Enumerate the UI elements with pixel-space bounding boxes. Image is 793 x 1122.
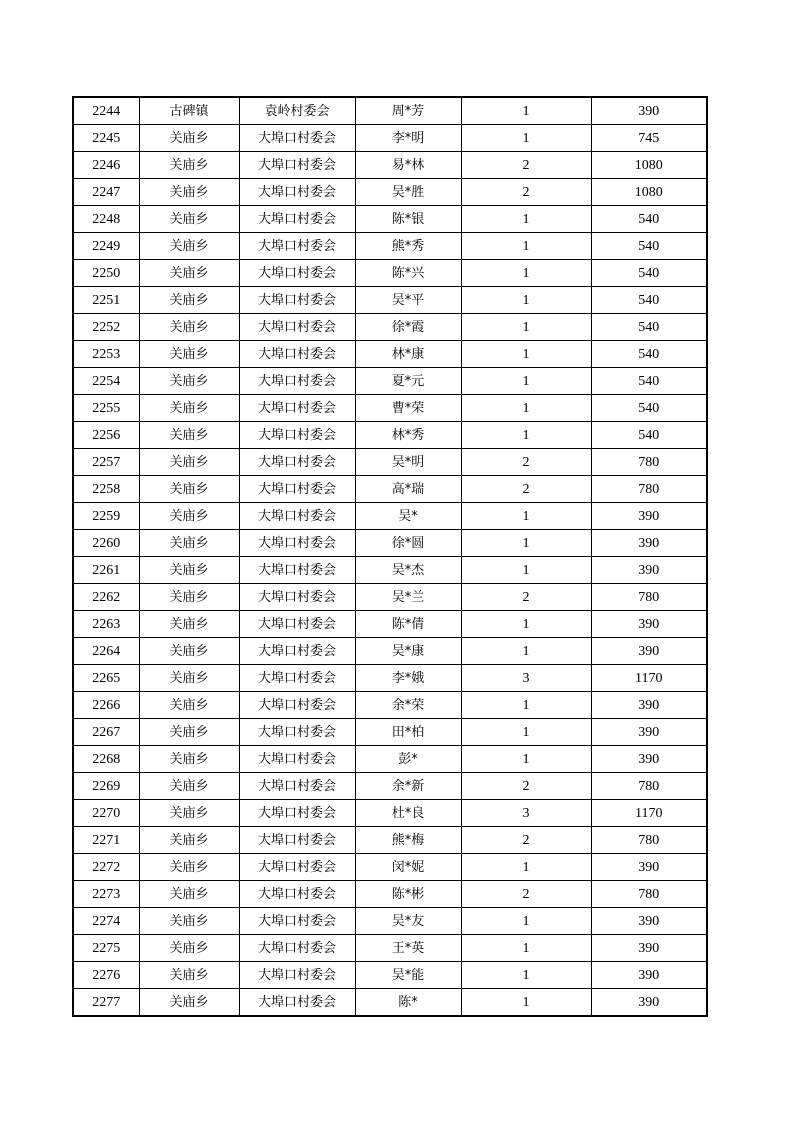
table-row xyxy=(73,503,707,530)
name-cell: 吴*平 xyxy=(355,287,461,314)
table-row xyxy=(73,989,707,1017)
amount-cell: 540 xyxy=(591,260,707,287)
township-cell: 关庙乡 xyxy=(139,827,239,854)
serial-number-cell: 2260 xyxy=(73,530,139,557)
village-committee-cell: 大埠口村委会 xyxy=(239,773,355,800)
amount-cell: 390 xyxy=(591,908,707,935)
township-cell: 关庙乡 xyxy=(139,881,239,908)
name-cell: 吴*胜 xyxy=(355,179,461,206)
amount-cell: 1170 xyxy=(591,800,707,827)
table-row xyxy=(73,422,707,449)
amount-cell: 780 xyxy=(591,476,707,503)
table-row xyxy=(73,854,707,881)
township-cell: 关庙乡 xyxy=(139,962,239,989)
name-cell: 陈*兴 xyxy=(355,260,461,287)
amount-cell: 390 xyxy=(591,935,707,962)
household-count-cell: 1 xyxy=(461,422,591,449)
serial-number-cell: 2264 xyxy=(73,638,139,665)
village-committee-cell: 大埠口村委会 xyxy=(239,827,355,854)
table-row xyxy=(73,97,707,125)
household-count-cell: 1 xyxy=(461,638,591,665)
table-row xyxy=(73,638,707,665)
amount-cell: 390 xyxy=(591,97,707,125)
amount-cell: 780 xyxy=(591,584,707,611)
village-committee-cell: 大埠口村委会 xyxy=(239,260,355,287)
village-committee-cell: 大埠口村委会 xyxy=(239,962,355,989)
amount-cell: 540 xyxy=(591,422,707,449)
amount-cell: 390 xyxy=(591,557,707,584)
serial-number-cell: 2272 xyxy=(73,854,139,881)
name-cell: 陈*银 xyxy=(355,206,461,233)
amount-cell: 540 xyxy=(591,233,707,260)
table-row xyxy=(73,260,707,287)
serial-number-cell: 2259 xyxy=(73,503,139,530)
table-row xyxy=(73,179,707,206)
table-row xyxy=(73,395,707,422)
table-row xyxy=(73,557,707,584)
household-count-cell: 1 xyxy=(461,854,591,881)
township-cell: 关庙乡 xyxy=(139,908,239,935)
township-cell: 关庙乡 xyxy=(139,746,239,773)
table-row xyxy=(73,773,707,800)
serial-number-cell: 2271 xyxy=(73,827,139,854)
name-cell: 吴*杰 xyxy=(355,557,461,584)
amount-cell: 1080 xyxy=(591,179,707,206)
amount-cell: 780 xyxy=(591,449,707,476)
amount-cell: 540 xyxy=(591,287,707,314)
table-row xyxy=(73,935,707,962)
household-count-cell: 1 xyxy=(461,503,591,530)
serial-number-cell: 2268 xyxy=(73,746,139,773)
table-row xyxy=(73,341,707,368)
serial-number-cell: 2275 xyxy=(73,935,139,962)
serial-number-cell: 2249 xyxy=(73,233,139,260)
household-count-cell: 2 xyxy=(461,827,591,854)
township-cell: 关庙乡 xyxy=(139,665,239,692)
township-cell: 关庙乡 xyxy=(139,692,239,719)
name-cell: 余*新 xyxy=(355,773,461,800)
serial-number-cell: 2253 xyxy=(73,341,139,368)
name-cell: 陈*倩 xyxy=(355,611,461,638)
subsidy-table xyxy=(72,96,708,1017)
village-committee-cell: 大埠口村委会 xyxy=(239,476,355,503)
township-cell: 关庙乡 xyxy=(139,530,239,557)
amount-cell: 390 xyxy=(591,854,707,881)
amount-cell: 390 xyxy=(591,530,707,557)
serial-number-cell: 2267 xyxy=(73,719,139,746)
name-cell: 李*娥 xyxy=(355,665,461,692)
name-cell: 李*明 xyxy=(355,125,461,152)
township-cell: 关庙乡 xyxy=(139,260,239,287)
name-cell: 周*芳 xyxy=(355,97,461,125)
amount-cell: 780 xyxy=(591,881,707,908)
name-cell: 闵*妮 xyxy=(355,854,461,881)
serial-number-cell: 2248 xyxy=(73,206,139,233)
name-cell: 熊*秀 xyxy=(355,233,461,260)
amount-cell: 390 xyxy=(591,719,707,746)
village-committee-cell: 大埠口村委会 xyxy=(239,530,355,557)
amount-cell: 390 xyxy=(591,503,707,530)
village-committee-cell: 大埠口村委会 xyxy=(239,692,355,719)
household-count-cell: 1 xyxy=(461,908,591,935)
table-row xyxy=(73,800,707,827)
table-row xyxy=(73,368,707,395)
household-count-cell: 1 xyxy=(461,287,591,314)
village-committee-cell: 大埠口村委会 xyxy=(239,854,355,881)
household-count-cell: 1 xyxy=(461,368,591,395)
amount-cell: 540 xyxy=(591,341,707,368)
household-count-cell: 1 xyxy=(461,989,591,1017)
name-cell: 徐*霞 xyxy=(355,314,461,341)
village-committee-cell: 大埠口村委会 xyxy=(239,638,355,665)
name-cell: 王*英 xyxy=(355,935,461,962)
name-cell: 陈* xyxy=(355,989,461,1017)
household-count-cell: 2 xyxy=(461,584,591,611)
serial-number-cell: 2251 xyxy=(73,287,139,314)
household-count-cell: 1 xyxy=(461,206,591,233)
serial-number-cell: 2270 xyxy=(73,800,139,827)
township-cell: 关庙乡 xyxy=(139,449,239,476)
name-cell: 吴*能 xyxy=(355,962,461,989)
household-count-cell: 1 xyxy=(461,395,591,422)
household-count-cell: 3 xyxy=(461,665,591,692)
table-body xyxy=(73,97,707,1016)
household-count-cell: 1 xyxy=(461,341,591,368)
amount-cell: 540 xyxy=(591,206,707,233)
serial-number-cell: 2274 xyxy=(73,908,139,935)
household-count-cell: 2 xyxy=(461,773,591,800)
name-cell: 田*柏 xyxy=(355,719,461,746)
household-count-cell: 1 xyxy=(461,935,591,962)
township-cell: 关庙乡 xyxy=(139,935,239,962)
village-committee-cell: 大埠口村委会 xyxy=(239,449,355,476)
village-committee-cell: 大埠口村委会 xyxy=(239,125,355,152)
township-cell: 关庙乡 xyxy=(139,611,239,638)
serial-number-cell: 2276 xyxy=(73,962,139,989)
amount-cell: 540 xyxy=(591,314,707,341)
village-committee-cell: 大埠口村委会 xyxy=(239,665,355,692)
household-count-cell: 1 xyxy=(461,692,591,719)
village-committee-cell: 大埠口村委会 xyxy=(239,179,355,206)
township-cell: 关庙乡 xyxy=(139,125,239,152)
serial-number-cell: 2256 xyxy=(73,422,139,449)
name-cell: 吴*康 xyxy=(355,638,461,665)
table-row xyxy=(73,314,707,341)
serial-number-cell: 2261 xyxy=(73,557,139,584)
serial-number-cell: 2277 xyxy=(73,989,139,1017)
township-cell: 关庙乡 xyxy=(139,503,239,530)
village-committee-cell: 大埠口村委会 xyxy=(239,287,355,314)
name-cell: 余*荣 xyxy=(355,692,461,719)
amount-cell: 780 xyxy=(591,773,707,800)
table-row xyxy=(73,287,707,314)
township-cell: 关庙乡 xyxy=(139,314,239,341)
serial-number-cell: 2262 xyxy=(73,584,139,611)
table-row xyxy=(73,746,707,773)
name-cell: 吴*友 xyxy=(355,908,461,935)
village-committee-cell: 大埠口村委会 xyxy=(239,422,355,449)
table-row xyxy=(73,692,707,719)
household-count-cell: 1 xyxy=(461,97,591,125)
serial-number-cell: 2257 xyxy=(73,449,139,476)
township-cell: 关庙乡 xyxy=(139,638,239,665)
township-cell: 关庙乡 xyxy=(139,989,239,1017)
village-committee-cell: 大埠口村委会 xyxy=(239,584,355,611)
table-row xyxy=(73,962,707,989)
household-count-cell: 1 xyxy=(461,260,591,287)
serial-number-cell: 2245 xyxy=(73,125,139,152)
serial-number-cell: 2263 xyxy=(73,611,139,638)
household-count-cell: 1 xyxy=(461,125,591,152)
amount-cell: 540 xyxy=(591,368,707,395)
serial-number-cell: 2269 xyxy=(73,773,139,800)
village-committee-cell: 大埠口村委会 xyxy=(239,206,355,233)
table-row xyxy=(73,665,707,692)
village-committee-cell: 大埠口村委会 xyxy=(239,152,355,179)
township-cell: 关庙乡 xyxy=(139,233,239,260)
table-row xyxy=(73,719,707,746)
name-cell: 夏*元 xyxy=(355,368,461,395)
name-cell: 易*林 xyxy=(355,152,461,179)
household-count-cell: 2 xyxy=(461,179,591,206)
township-cell: 关庙乡 xyxy=(139,476,239,503)
name-cell: 陈*彬 xyxy=(355,881,461,908)
village-committee-cell: 大埠口村委会 xyxy=(239,557,355,584)
amount-cell: 745 xyxy=(591,125,707,152)
household-count-cell: 2 xyxy=(461,449,591,476)
name-cell: 林*康 xyxy=(355,341,461,368)
village-committee-cell: 大埠口村委会 xyxy=(239,341,355,368)
table-row xyxy=(73,881,707,908)
name-cell: 彭* xyxy=(355,746,461,773)
name-cell: 杜*良 xyxy=(355,800,461,827)
township-cell: 关庙乡 xyxy=(139,395,239,422)
table-row xyxy=(73,233,707,260)
household-count-cell: 2 xyxy=(461,152,591,179)
amount-cell: 390 xyxy=(591,692,707,719)
household-count-cell: 1 xyxy=(461,962,591,989)
table-row xyxy=(73,530,707,557)
household-count-cell: 2 xyxy=(461,881,591,908)
village-committee-cell: 袁岭村委会 xyxy=(239,97,355,125)
serial-number-cell: 2252 xyxy=(73,314,139,341)
village-committee-cell: 大埠口村委会 xyxy=(239,611,355,638)
amount-cell: 390 xyxy=(591,611,707,638)
name-cell: 林*秀 xyxy=(355,422,461,449)
township-cell: 关庙乡 xyxy=(139,584,239,611)
serial-number-cell: 2254 xyxy=(73,368,139,395)
serial-number-cell: 2265 xyxy=(73,665,139,692)
village-committee-cell: 大埠口村委会 xyxy=(239,233,355,260)
village-committee-cell: 大埠口村委会 xyxy=(239,935,355,962)
amount-cell: 390 xyxy=(591,746,707,773)
name-cell: 徐*圆 xyxy=(355,530,461,557)
serial-number-cell: 2250 xyxy=(73,260,139,287)
serial-number-cell: 2246 xyxy=(73,152,139,179)
table-row xyxy=(73,827,707,854)
village-committee-cell: 大埠口村委会 xyxy=(239,800,355,827)
village-committee-cell: 大埠口村委会 xyxy=(239,989,355,1017)
amount-cell: 780 xyxy=(591,827,707,854)
amount-cell: 390 xyxy=(591,638,707,665)
township-cell: 关庙乡 xyxy=(139,557,239,584)
serial-number-cell: 2255 xyxy=(73,395,139,422)
name-cell: 吴*兰 xyxy=(355,584,461,611)
name-cell: 吴* xyxy=(355,503,461,530)
township-cell: 关庙乡 xyxy=(139,368,239,395)
amount-cell: 1080 xyxy=(591,152,707,179)
household-count-cell: 1 xyxy=(461,314,591,341)
table-row xyxy=(73,449,707,476)
name-cell: 吴*明 xyxy=(355,449,461,476)
township-cell: 关庙乡 xyxy=(139,206,239,233)
household-count-cell: 3 xyxy=(461,800,591,827)
township-cell: 关庙乡 xyxy=(139,179,239,206)
village-committee-cell: 大埠口村委会 xyxy=(239,908,355,935)
township-cell: 关庙乡 xyxy=(139,422,239,449)
household-count-cell: 1 xyxy=(461,233,591,260)
table-row xyxy=(73,908,707,935)
village-committee-cell: 大埠口村委会 xyxy=(239,503,355,530)
name-cell: 高*瑞 xyxy=(355,476,461,503)
table-row xyxy=(73,611,707,638)
name-cell: 曹*荣 xyxy=(355,395,461,422)
household-count-cell: 1 xyxy=(461,530,591,557)
township-cell: 关庙乡 xyxy=(139,719,239,746)
township-cell: 古碑镇 xyxy=(139,97,239,125)
amount-cell: 1170 xyxy=(591,665,707,692)
table-row xyxy=(73,152,707,179)
township-cell: 关庙乡 xyxy=(139,152,239,179)
serial-number-cell: 2244 xyxy=(73,97,139,125)
household-count-cell: 1 xyxy=(461,611,591,638)
amount-cell: 390 xyxy=(591,962,707,989)
township-cell: 关庙乡 xyxy=(139,773,239,800)
serial-number-cell: 2247 xyxy=(73,179,139,206)
household-count-cell: 1 xyxy=(461,746,591,773)
village-committee-cell: 大埠口村委会 xyxy=(239,746,355,773)
table-row xyxy=(73,206,707,233)
table-row xyxy=(73,584,707,611)
village-committee-cell: 大埠口村委会 xyxy=(239,395,355,422)
household-count-cell: 1 xyxy=(461,557,591,584)
household-count-cell: 2 xyxy=(461,476,591,503)
name-cell: 熊*梅 xyxy=(355,827,461,854)
village-committee-cell: 大埠口村委会 xyxy=(239,368,355,395)
serial-number-cell: 2266 xyxy=(73,692,139,719)
village-committee-cell: 大埠口村委会 xyxy=(239,881,355,908)
table-row xyxy=(73,125,707,152)
serial-number-cell: 2273 xyxy=(73,881,139,908)
amount-cell: 390 xyxy=(591,989,707,1017)
serial-number-cell: 2258 xyxy=(73,476,139,503)
amount-cell: 540 xyxy=(591,395,707,422)
village-committee-cell: 大埠口村委会 xyxy=(239,719,355,746)
township-cell: 关庙乡 xyxy=(139,854,239,881)
village-committee-cell: 大埠口村委会 xyxy=(239,314,355,341)
household-count-cell: 1 xyxy=(461,719,591,746)
township-cell: 关庙乡 xyxy=(139,287,239,314)
table-row xyxy=(73,476,707,503)
township-cell: 关庙乡 xyxy=(139,341,239,368)
township-cell: 关庙乡 xyxy=(139,800,239,827)
